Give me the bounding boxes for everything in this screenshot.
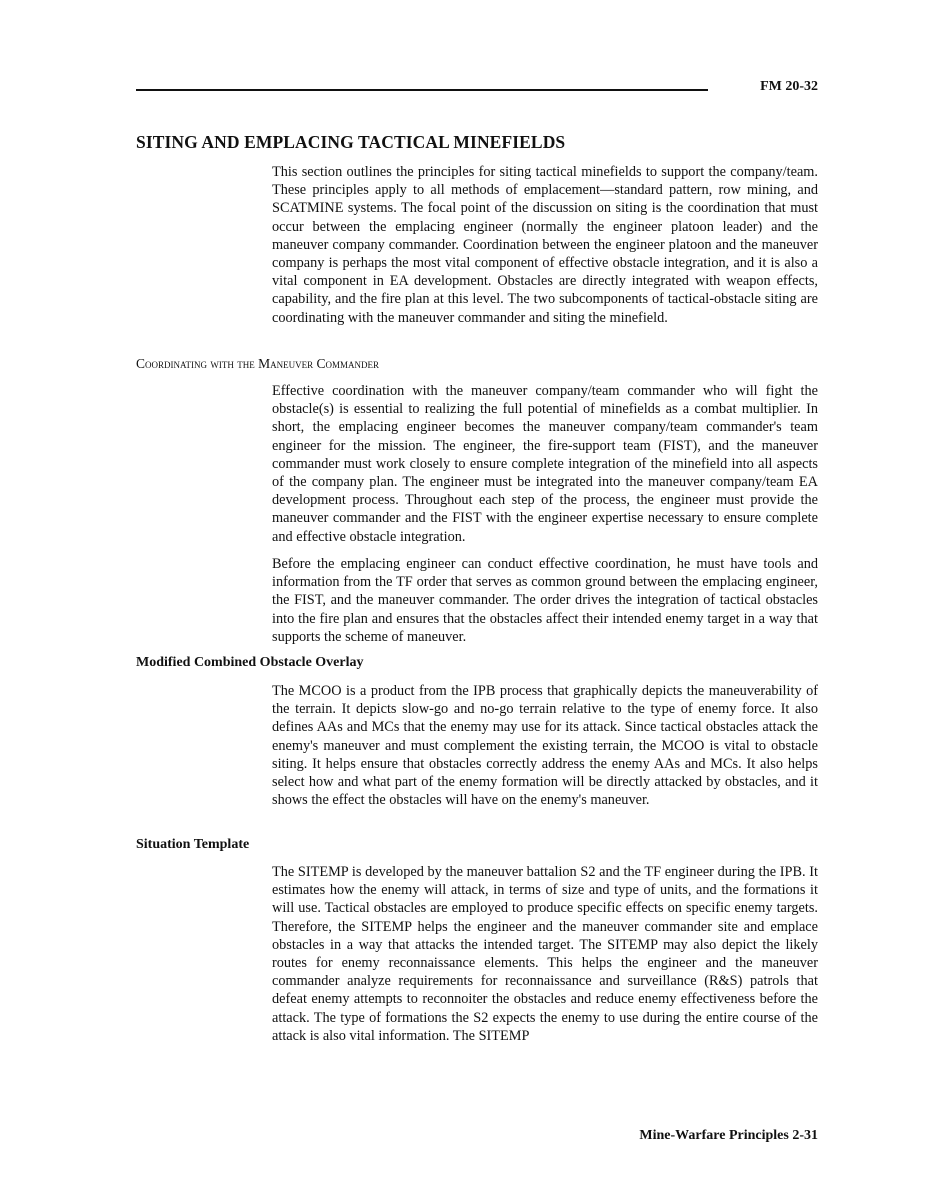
- coordination-paragraph-2: Before the emplacing engineer can conduct effective coordination, he must have tools and information from the TF order that serves as common ground between the emplacing engineer, the FIST, and the maneuver commander. The order drives the integration of tactical obstacles into the fire plan and ensures that the obstacles affect their intended enemy target in a way that supports the scheme of maneuver.: [272, 556, 818, 645]
- heading-sitemp: Situation Template: [136, 837, 250, 852]
- header-rule: [136, 89, 708, 91]
- intro-paragraph: This section outlines the principles for siting tactical minefields to support the company/team. These principles apply to all methods of emplacement—standard pattern, row mining, and SCATMINE systems. The focal point of the discussion on siting is the coordination that must occur between the emplacing engineer (normally the engineer platoon leader) and the maneuver company commander. Coordination between the engineer platoon and the maneuver company is perhaps the most vital component of effective obstacle integration, and it is also a vital component in EA development. Obstacles are directly integrated with weapon effects, capability, and the fire plan at this level. The two subcomponents of tactical-obstacle siting are coordinating with the maneuver commander and siting the minefield.: [272, 164, 818, 326]
- sitemp-paragraph: The SITEMP is developed by the maneuver battalion S2 and the TF engineer during the IPB. It estimates how the enemy will attack, in terms of size and type of units, and the formations it will use. Tactical obstacles are employed to produce specific effects on specific enemy targets. Therefore, the SITEMP helps the engineer and the maneuver commander site and emplace obstacles in a way that attacks the intended target. The SITEMP may also depict the likely routes for enemy reconnaissance elements. This helps the engineer and the maneuver commander analyze requirements for reconnaissance and surveillance (R&S) patrols that defeat enemy attempts to reconnoiter the obstacles and reduce enemy effectiveness before the attack. The type of formations the S2 expects the enemy to use during the entire course of the attack is also vital information. The SITEMP: [272, 864, 818, 1044]
- subheading-coordinating: [136, 356, 379, 372]
- mcoo-paragraph: The MCOO is a product from the IPB process that graphically depicts the maneuverability of the terrain. It depicts slow-go and no-go terrain relative to the type of enemy force. It also defines AAs and MCs that the enemy may use for its attack. Since tactical obstacles attack the enemy's maneuver and must complement the existing terrain, the MCOO is vital to obstacle siting. It helps ensure that obstacles correctly address the enemy AAs and MCs. It also helps select how and what part of the enemy formation will be directly attacked by obstacles, and it shows the effect the obstacles will have on the enemy's maneuver.: [272, 683, 818, 809]
- subheading-coordinating-text: Coordinating with the Maneuver Commander: [136, 356, 379, 371]
- heading-mcoo: Modified Combined Obstacle Overlay: [136, 655, 364, 670]
- manual-code: FM 20-32: [760, 79, 818, 94]
- coordination-paragraph-1: Effective coordination with the maneuver company/team commander who will fight the obstacle(s) is essential to realizing the full potential of minefields as a combat multiplier. In short, the emplacing engineer becomes the maneuver company/team commander's team engineer for the mission. The engineer, the fire-support team (FIST), and the maneuver commander must work closely to ensure complete integration of the minefield into all aspects of the company plan. The engineer must be integrated into the maneuver company/team EA development process. Throughout each step of the process, the engineer must provide the maneuver commander and the FIST with the engineer expertise necessary to ensure complete and effective obstacle integration.: [272, 383, 818, 545]
- page-footer: Mine-Warfare Principles 2-31: [639, 1128, 818, 1143]
- section-title: SITING AND EMPLACING TACTICAL MINEFIELDS: [136, 132, 566, 152]
